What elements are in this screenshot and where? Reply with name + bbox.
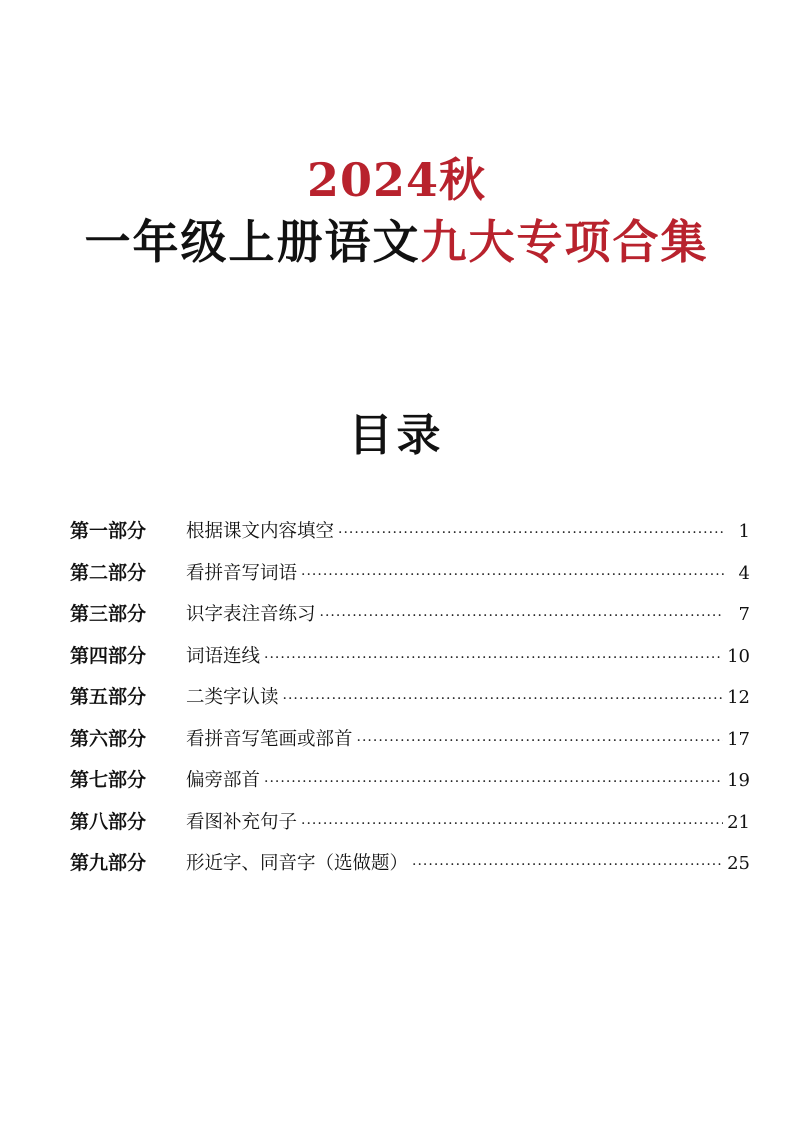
toc-leader-dots: [338, 525, 724, 541]
toc-page-number: 4: [738, 562, 750, 584]
toc-item[interactable]: [70, 807, 750, 849]
toc-leader-dots: [301, 567, 724, 583]
toc-page-number: 10: [727, 645, 750, 667]
toc-part-label: 第八部分: [70, 810, 147, 833]
toc-item[interactable]: [70, 682, 750, 724]
cover-title: [0, 150, 793, 272]
toc-leader-dots: [301, 816, 723, 832]
toc-item-title: 看拼音写笔画或部首: [186, 728, 353, 750]
toc-part-label: 第一部分: [70, 520, 147, 542]
title-year: 2024秋: [306, 153, 487, 207]
toc-item-title: 词语连线: [186, 645, 261, 667]
toc-heading: 目录: [348, 410, 445, 461]
toc-item-title: 看拼音写词语: [186, 562, 298, 584]
toc-item[interactable]: [70, 848, 750, 890]
title-main-red: 九大专项合集: [420, 215, 709, 269]
toc-part-label: 第六部分: [70, 727, 147, 750]
toc-item-title: 偏旁部首: [186, 770, 261, 791]
toc-part-label: 第五部分: [70, 686, 147, 708]
toc-page-number: 12: [727, 687, 750, 708]
toc-leader-dots: [264, 650, 723, 666]
toc-item-title: 看图补充句子: [186, 811, 298, 833]
toc-page-number: 7: [738, 604, 750, 625]
toc-part-label: 第九部分: [70, 852, 147, 874]
toc-page-number: 21: [727, 811, 750, 833]
toc-part-label: 第四部分: [70, 644, 147, 667]
toc-item-title: 形近字、同音字（选做题）: [186, 853, 409, 874]
toc-leader-dots: [283, 691, 724, 707]
toc-page-number: 19: [727, 770, 750, 791]
toc-item-title: 二类字认读: [186, 687, 279, 708]
toc-item[interactable]: [70, 558, 750, 600]
title-main: [0, 212, 793, 272]
toc-part-label: 第七部分: [70, 769, 147, 791]
toc-item-title: 根据课文内容填空: [186, 521, 335, 542]
toc-item[interactable]: [70, 724, 750, 766]
toc-item[interactable]: [70, 599, 750, 641]
toc-leader-dots: [357, 733, 724, 749]
toc-item[interactable]: [70, 641, 750, 683]
toc-leader-dots: [264, 774, 723, 790]
table-of-contents: [70, 516, 750, 890]
title-main-black: 一年级上册语文: [84, 215, 421, 269]
toc-item-title: 识字表注音练习: [186, 604, 316, 625]
toc-page-number: 17: [727, 728, 750, 750]
toc-page-number: 25: [727, 853, 750, 874]
toc-item[interactable]: [70, 765, 750, 807]
toc-part-label: 第三部分: [70, 603, 147, 625]
toc-page-number: 1: [738, 521, 750, 542]
toc-part-label: 第二部分: [70, 561, 147, 584]
toc-item[interactable]: [70, 516, 750, 558]
toc-leader-dots: [320, 608, 724, 624]
toc-leader-dots: [412, 857, 723, 873]
